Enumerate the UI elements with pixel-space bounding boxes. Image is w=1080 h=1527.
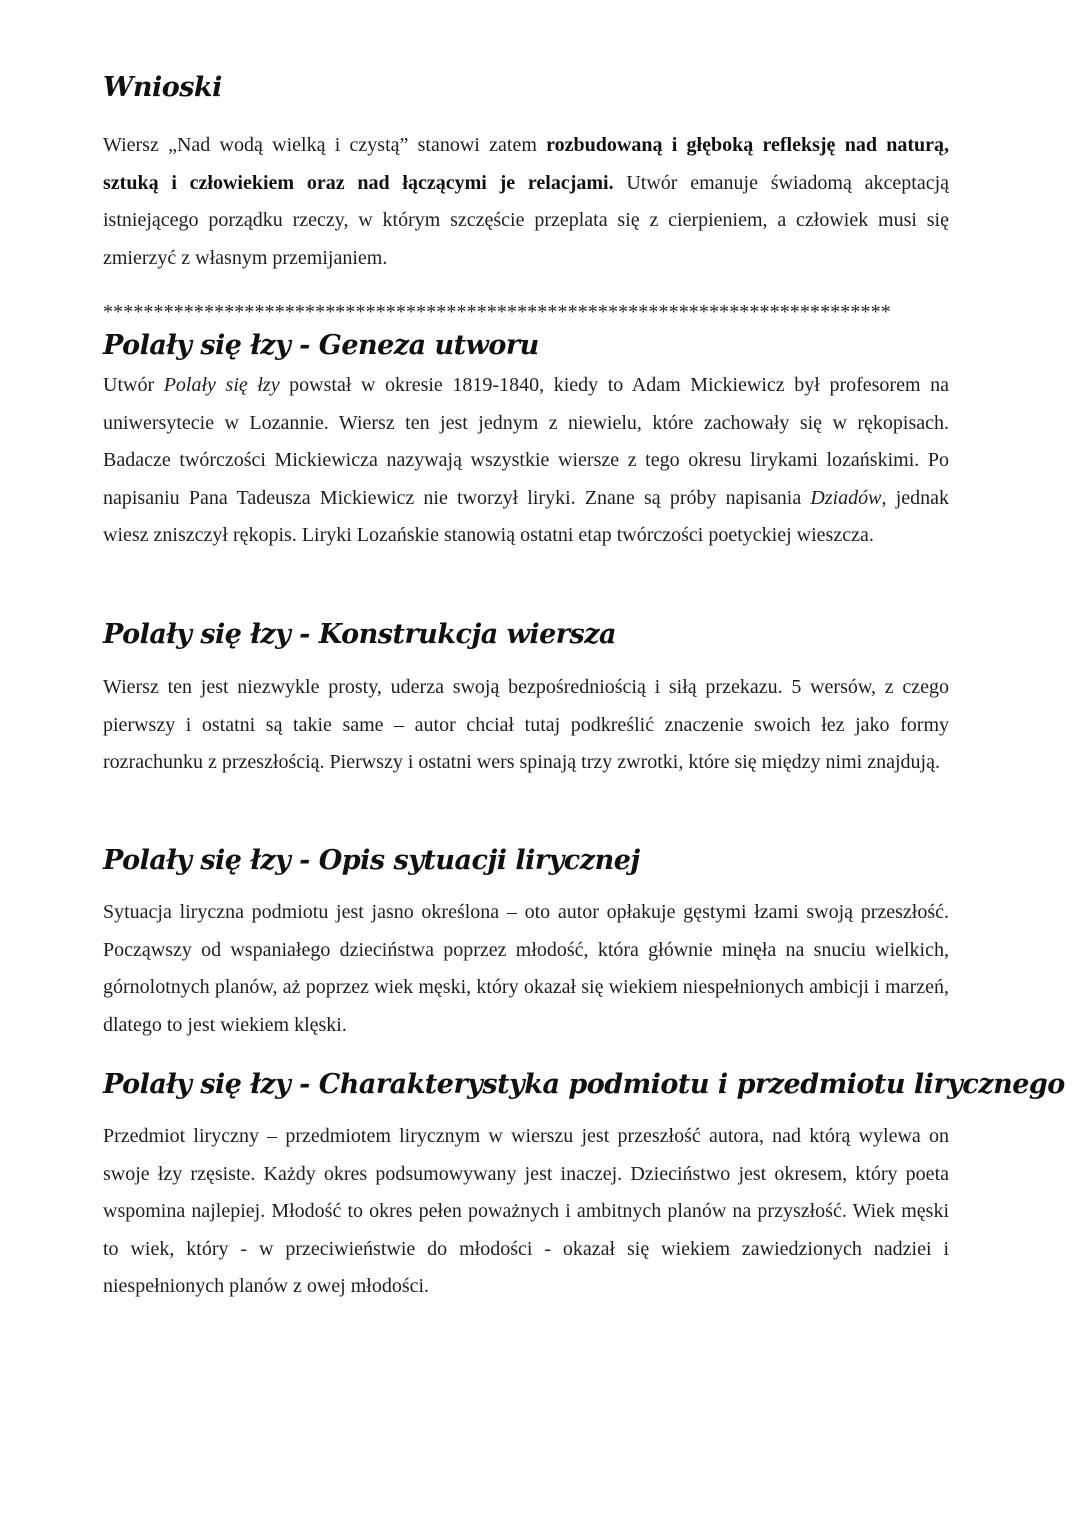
construction-heading: Polały się łzy - Konstrukcja wiersza — [103, 619, 617, 650]
genesis-paragraph — [103, 367, 949, 555]
genesis-text-end: , jednak wiesz zniszczył rękopis. Liryki Lozańskie stanowią ostatni etap twórczości poetyckiej wieszcza. — [103, 486, 950, 546]
genesis-dziady-title: Dziadów — [810, 486, 882, 509]
section-separator: ****************************************************************************** — [103, 301, 891, 323]
character-paragraph: Przedmiot liryczny – przedmiotem lirycznym w wierszu jest przeszłość autora, nad którą wylewa on swoje łzy rzęsiste. Każdy okres podsumowywany jest inaczej. Dzieciństwo jest okresem, który poeta wspomina najlepiej. Młodość to okres pełen poważnych i ambitnych planów na przyszłość. Wiek męski to wiek, który - w przeciwieństwie do młodości - okazał się wiekiem zawiedzionych nadziei i niespełnionych planów z owej młodości. — [103, 1125, 949, 1297]
conclusions-paragraph — [103, 127, 949, 277]
character-heading: Polały się łzy - Charakterystyka podmiotu i przedmiotu lirycznego — [103, 1069, 1065, 1100]
construction-paragraph: Wiersz ten jest niezwykle prosty, uderza swoją bezpośredniością i siłą przekazu. 5 wersów, z czego pierwszy i ostatni są takie same – autor chciał tutaj podkreślić znaczenie swoich łez jako formy rozrachunku z przeszłością. Pierwszy i ostatni wers spinają trzy zwrotki, które się między nimi znajdują. — [103, 676, 949, 773]
genesis-heading: Polały się łzy - Geneza utworu — [103, 330, 539, 361]
situation-heading: Polały się łzy - Opis sytuacji lirycznej — [103, 845, 640, 876]
conclusions-heading: Wnioski — [103, 72, 222, 103]
genesis-poem-title: Polały się łzy — [163, 374, 280, 396]
genesis-text-middle: powstał w okresie 1819-1840, kiedy to Adam Mickiewicz był profesorem na uniwersytecie w Lozannie. Wiersz ten jest jednym z niewielu, które zachowały się w rękopisach. Badacze twórczości Mickiewicza nazywają wszystkie wiersze z tego okresu lirykami lozańskimi. Po napisaniu Pana Tadeusza Mickiewicz nie tworzył liryki. Znane są próby napisania — [103, 374, 950, 509]
conclusions-text-start: Wiersz „Nad wodą wielką i czystą” stanowi zatem — [103, 134, 547, 156]
genesis-text-start: Utwór — [103, 374, 164, 396]
conclusions-text-end: Utwór emanuje świadomą akceptacją istniejącego porządku rzeczy, w którym szczęście przeplata się z cierpieniem, a człowiek musi się zmierzyć z własnym przemijaniem. — [103, 171, 950, 269]
situation-paragraph: Sytuacja liryczna podmiotu jest jasno określona – oto autor opłakuje gęstymi łzami swoją przeszłość. Począwszy od wspaniałego dzieciństwa poprzez młodość, która głównie minęła na snuciu wielkich, górnolotnych planów, aż poprzez wiek męski, który okazał się wiekiem niespełnionych ambicji i marzeń, dlatego to jest wiekiem klęski. — [103, 901, 949, 1036]
conclusions-bold-text: rozbudowaną i głęboką refleksję nad naturą, sztuką i człowiekiem oraz nad łączącymi je relacjami. — [103, 134, 949, 194]
